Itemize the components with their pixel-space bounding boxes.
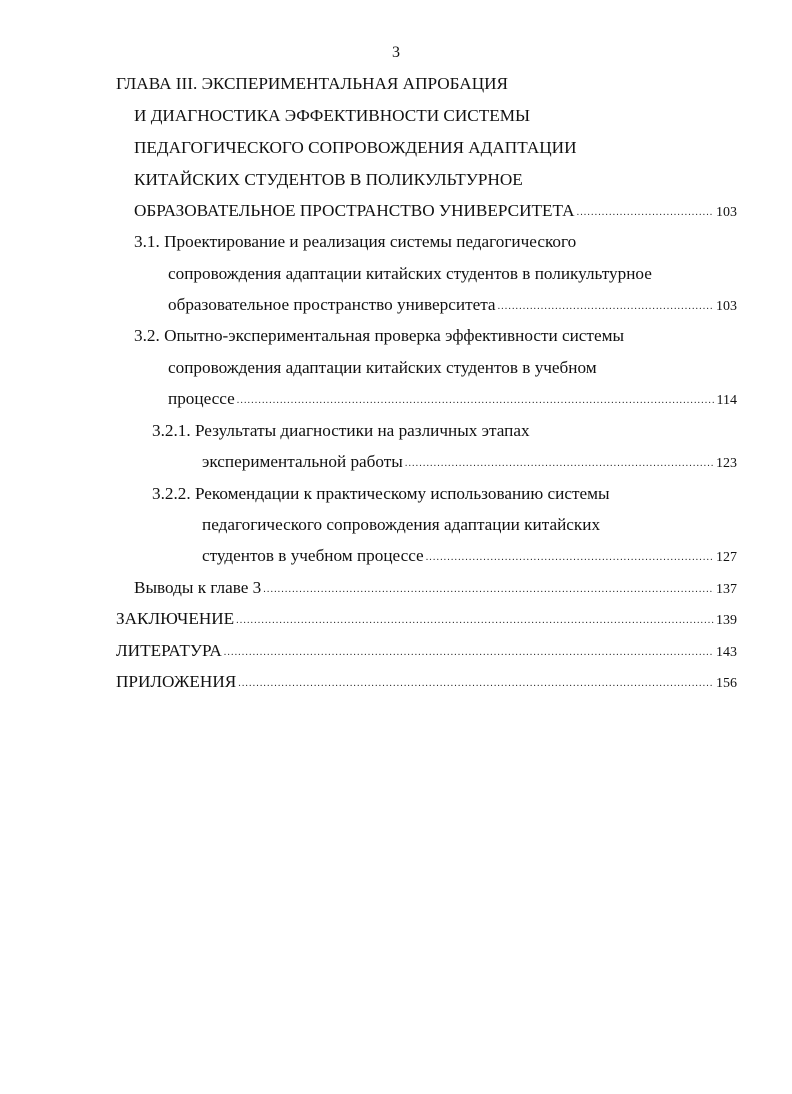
toc-conclusions-chapter3[interactable] [134, 577, 737, 599]
dot-leader [577, 202, 714, 224]
toc-literature[interactable] [116, 640, 737, 662]
dot-leader [236, 610, 714, 632]
toc-3-2-1-last-line [202, 451, 737, 473]
toc-3-2-last-line [168, 388, 737, 410]
toc-chapter3-line5: ОБРАЗОВАТЕЛЬНОЕ ПРОСТРАНСТВО УНИВЕРСИТЕТА [134, 201, 575, 220]
toc-3-2-2-page: 127 [716, 550, 737, 565]
toc-3-2-2-line2: педагогического сопровождения адаптации китайских [202, 515, 601, 534]
toc-3-2-1-line1: 3.2.1. Результаты диагностики на различных этапах [152, 421, 530, 440]
toc-chapter3-line2: И ДИАГНОСТИКА ЭФФЕКТИВНОСТИ СИСТЕМЫ [134, 106, 531, 125]
toc-3-1-line1: 3.1. Проектирование и реализация системы педагогического [134, 232, 577, 251]
dot-leader [224, 642, 714, 664]
toc-3-2-2-line1: 3.2.2. Рекомендации к практическому использованию системы [152, 484, 610, 503]
toc-3-1-last-line [168, 294, 737, 316]
dot-leader [263, 579, 714, 601]
page-number: 3 [392, 44, 400, 61]
toc-3-2-line1: 3.2. Опытно-экспериментальная проверка эффективности системы [134, 326, 624, 345]
toc-3-2-page: 114 [716, 393, 737, 408]
toc-conclusion-page: 139 [716, 613, 737, 628]
toc-3-2-2-line3: студентов в учебном процессе [202, 546, 424, 565]
toc-conclusion-label: ЗАКЛЮЧЕНИЕ [116, 609, 235, 628]
toc-3-2-line2: сопровождения адаптации китайских студентов в учебном [168, 358, 597, 377]
toc-3-2-2-last-line [202, 545, 737, 567]
toc-chapter3-page: 103 [716, 205, 737, 220]
toc-conclusions-chapter3-page: 137 [716, 582, 737, 597]
toc-3-1-page: 103 [716, 299, 737, 314]
toc-chapter3-last-line [134, 200, 737, 222]
dot-leader [498, 296, 714, 318]
toc-literature-label: ЛИТЕРАТУРА [116, 641, 222, 660]
toc-3-2-1-page: 123 [716, 456, 737, 471]
dot-leader [426, 547, 714, 569]
dot-leader [405, 453, 714, 475]
toc-chapter3-line4: КИТАЙСКИХ СТУДЕНТОВ В ПОЛИКУЛЬТУРНОЕ [134, 170, 523, 189]
toc-chapter3-line3: ПЕДАГОГИЧЕСКОГО СОПРОВОЖДЕНИЯ АДАПТАЦИИ [134, 138, 577, 157]
toc-appendices-label: ПРИЛОЖЕНИЯ [116, 672, 237, 691]
toc-conclusion[interactable] [116, 608, 737, 630]
toc-chapter3-line1: ГЛАВА III. ЭКСПЕРИМЕНТАЛЬНАЯ АПРОБАЦИЯ [116, 74, 509, 93]
dot-leader [238, 673, 714, 695]
toc-appendices-page: 156 [716, 676, 737, 691]
toc-appendices[interactable] [116, 671, 737, 693]
dot-leader [237, 390, 715, 412]
toc-3-1-line3: образовательное пространство университета [168, 295, 496, 314]
toc-literature-page: 143 [716, 645, 737, 660]
toc-conclusions-chapter3-label: Выводы к главе 3 [134, 578, 262, 597]
toc-3-2-1-line2: экспериментальной работы [202, 452, 403, 471]
toc-3-1-line2: сопровождения адаптации китайских студентов в поликультурное [168, 264, 652, 283]
toc-3-2-line3: процессе [168, 389, 235, 408]
